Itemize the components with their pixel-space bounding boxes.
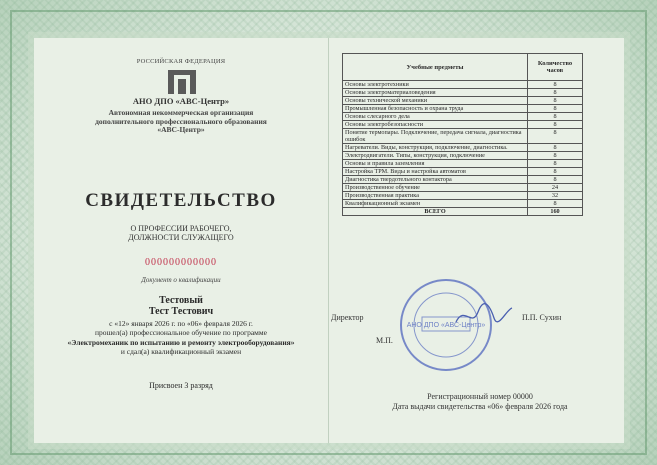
issue-date: Дата выдачи свидетельства «06» февраля 2026 года <box>392 402 568 411</box>
subject-cell: Производственное обучение <box>343 184 528 192</box>
org-short-name: АНО ДПО «АВС-Центр» <box>132 96 230 106</box>
document-type: Документ о квалификации <box>141 276 221 284</box>
hours-cell: 8 <box>528 113 583 121</box>
passed-training-text: прошел(а) профессиональное обучение по программе <box>95 328 267 337</box>
table-row <box>343 81 583 89</box>
subtitle-line-2: ДОЛЖНОСТИ СЛУЖАЩЕГО <box>128 233 234 242</box>
page-divider <box>328 38 329 443</box>
subject-cell: Электродвигатели. Типы, конструкция, подключение <box>343 152 528 160</box>
org-full-line-2: дополнительного профессионального образования <box>95 116 267 126</box>
registration-block <box>330 392 630 412</box>
holder-name: Тест Тестович <box>148 306 214 317</box>
assigned-rank: Присвоен 3 разряд <box>149 381 213 390</box>
total-hours: 160 <box>528 208 583 216</box>
certificate-number: 000000000000 <box>145 257 217 268</box>
header-hours: Количество часов <box>528 54 583 81</box>
certificate-subtitle <box>34 224 328 242</box>
stamp-text: АНО ДПО «АВС-Центр» <box>406 322 486 329</box>
exam-text: и сдал(а) квалификационный экзамен <box>120 347 242 356</box>
hours-cell: 8 <box>528 176 583 184</box>
subjects-table <box>342 53 583 216</box>
org-full-line-1: Автономная некоммерческая организация <box>108 108 254 117</box>
table-row <box>343 168 583 176</box>
table-row <box>343 89 583 97</box>
table-row <box>343 152 583 160</box>
table-row <box>343 129 583 144</box>
hours-cell: 8 <box>528 121 583 129</box>
org-logo-icon <box>168 70 196 94</box>
org-full-name <box>34 109 328 135</box>
subject-cell: Основы и правила заземления <box>343 160 528 168</box>
hours-cell: 8 <box>528 152 583 160</box>
hours-cell: 8 <box>528 97 583 105</box>
header-subjects: Учебные предметы <box>343 54 528 81</box>
country-label: РОССИЙСКАЯ ФЕДЕРАЦИЯ <box>136 58 226 65</box>
subject-cell: Понятие термопары. Подключение, передача сигнала, диагностика ошибок <box>343 129 528 144</box>
subject-cell: Настройка ТРМ. Виды и настройка автоматов <box>343 168 528 176</box>
total-label: ВСЕГО <box>343 208 528 216</box>
hours-cell: 8 <box>528 160 583 168</box>
hours-cell: 24 <box>528 184 583 192</box>
hours-cell: 8 <box>528 89 583 97</box>
org-full-line-3: «АВС-Центр» <box>157 125 205 134</box>
table-row <box>343 144 583 152</box>
director-name: П.П. Сухин <box>522 313 562 322</box>
table-row <box>343 192 583 200</box>
hours-cell: 32 <box>528 192 583 200</box>
registration-number: Регистрационный номер 00000 <box>427 392 533 401</box>
seal-place-label: М.П. <box>376 336 393 345</box>
table-row <box>343 160 583 168</box>
hours-cell: 8 <box>528 129 583 144</box>
certificate-title: СВИДЕТЕЛЬСТВО <box>85 190 277 211</box>
table-row <box>343 176 583 184</box>
table-row <box>343 184 583 192</box>
subject-cell: Основы электротехники <box>343 81 528 89</box>
subject-cell: Основы электробезопасности <box>343 121 528 129</box>
subject-cell: Производственная практика <box>343 192 528 200</box>
holder-surname: Тестовый <box>159 295 203 306</box>
table-row <box>343 121 583 129</box>
hours-cell: 8 <box>528 81 583 89</box>
subject-cell: Диагностика твердотельного контактора <box>343 176 528 184</box>
table-row <box>343 200 583 208</box>
table-row <box>343 105 583 113</box>
subject-cell: Квалификационный экзамен <box>343 200 528 208</box>
hours-cell: 8 <box>528 144 583 152</box>
table-row <box>343 97 583 105</box>
study-dates: с «12» января 2026 г. по «06» февраля 2026 г. <box>109 319 253 328</box>
director-signature-icon <box>454 300 514 330</box>
subject-cell: Основы слесарного дела <box>343 113 528 121</box>
subject-cell: Нагреватели. Виды, конструкция, подключение, диагностика. <box>343 144 528 152</box>
subject-cell: Основы технической механики <box>343 97 528 105</box>
hours-cell: 8 <box>528 200 583 208</box>
table-header-row <box>343 54 583 81</box>
table-total-row <box>343 208 583 216</box>
left-page <box>34 38 328 443</box>
table-row <box>343 113 583 121</box>
subtitle-line-1: О ПРОФЕССИИ РАБОЧЕГО, <box>130 224 232 233</box>
hours-cell: 8 <box>528 105 583 113</box>
program-name: «Электромеханик по испытанию и ремонту электрооборудования» <box>67 338 295 347</box>
subject-cell: Основы электроматериаловедения <box>343 89 528 97</box>
hours-cell: 8 <box>528 168 583 176</box>
director-label: Директор <box>331 313 364 322</box>
subject-cell: Промышленная безопасность и охрана труда <box>343 105 528 113</box>
